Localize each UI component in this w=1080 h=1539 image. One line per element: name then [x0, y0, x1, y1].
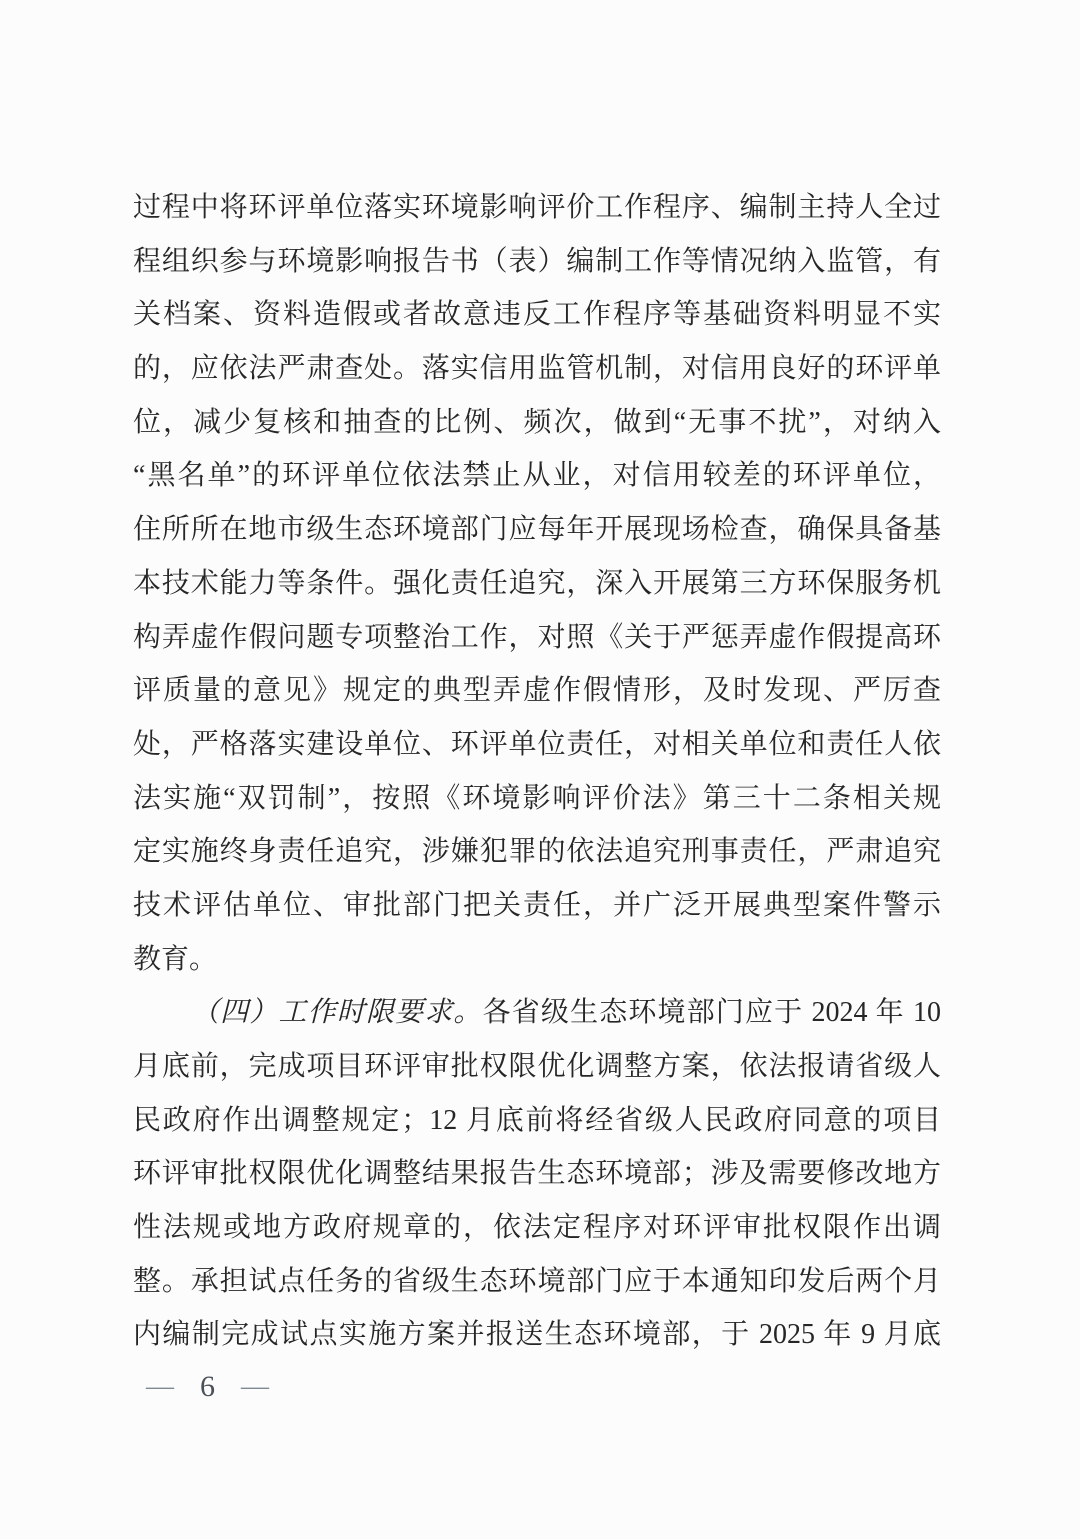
text-line: 处，严格落实建设单位、环评单位责任，对相关单位和责任人依 — [133, 728, 941, 760]
text-line: 环评审批权限优化调整结果报告生态环境部；涉及需要修改地方 — [133, 1158, 941, 1190]
text-line: 内编制完成试点实施方案并报送生态环境部，于 2025 年 9 月底 — [133, 1319, 941, 1351]
footer-dash-left: — — [146, 1371, 174, 1402]
text-line: “黑名单”的环评单位依法禁止从业，对信用较差的环评单位， — [133, 460, 941, 492]
text-line: 位，减少复核和抽查的比例、频次，做到“无事不扰”，对纳入 — [133, 406, 941, 438]
section-heading: （四）工作时限要求。 — [191, 997, 483, 1029]
text-line: 关档案、资料造假或者故意违反工作程序等基础资料明显不实 — [133, 299, 941, 331]
page-number: 6 — [200, 1370, 215, 1403]
text-line: 民政府作出调整规定；12 月底前将经省级人民政府同意的项目 — [133, 1104, 941, 1136]
document-body — [133, 181, 941, 1362]
footer-dash-right: — — [241, 1371, 269, 1402]
page-footer — [146, 1366, 269, 1408]
text-line: 性法规或地方政府规章的，依法定程序对环评审批权限作出调 — [133, 1212, 941, 1244]
text-line: 程组织参与环境影响报告书（表）编制工作等情况纳入监管，有 — [133, 245, 941, 277]
text-line: 构弄虚作假问题专项整治工作，对照《关于严惩弄虚作假提高环 — [133, 621, 941, 653]
text-line: 整。承担试点任务的省级生态环境部门应于本通知印发后两个月 — [133, 1265, 941, 1297]
text-line: （四）工作时限要求。各省级生态环境部门应于 2024 年 10 — [191, 997, 941, 1029]
text-line: 本技术能力等条件。强化责任追究，深入开展第三方环保服务机 — [133, 567, 941, 599]
text-line: 的，应依法严肃查处。落实信用监管机制，对信用良好的环评单 — [133, 353, 941, 385]
text-line: 法实施“双罚制”，按照《环境影响评价法》第三十二条相关规 — [133, 782, 941, 814]
text-line: 住所所在地市级生态环境部门应每年开展现场检查，确保具备基 — [133, 514, 941, 546]
text-line: 定实施终身责任追究，涉嫌犯罪的依法追究刑事责任，严肃追究 — [133, 836, 941, 868]
text-line: 技术评估单位、审批部门把关责任，并广泛开展典型案件警示 — [133, 889, 941, 921]
text-line: 评质量的意见》规定的典型弄虚作假情形，及时发现、严厉查 — [133, 675, 941, 707]
text-line: 教育。 — [133, 943, 218, 975]
text-line: 月底前，完成项目环评审批权限优化调整方案，依法报请省级人 — [133, 1051, 941, 1082]
text-line: 过程中将环评单位落实环境影响评价工作程序、编制主持人全过 — [133, 192, 941, 223]
